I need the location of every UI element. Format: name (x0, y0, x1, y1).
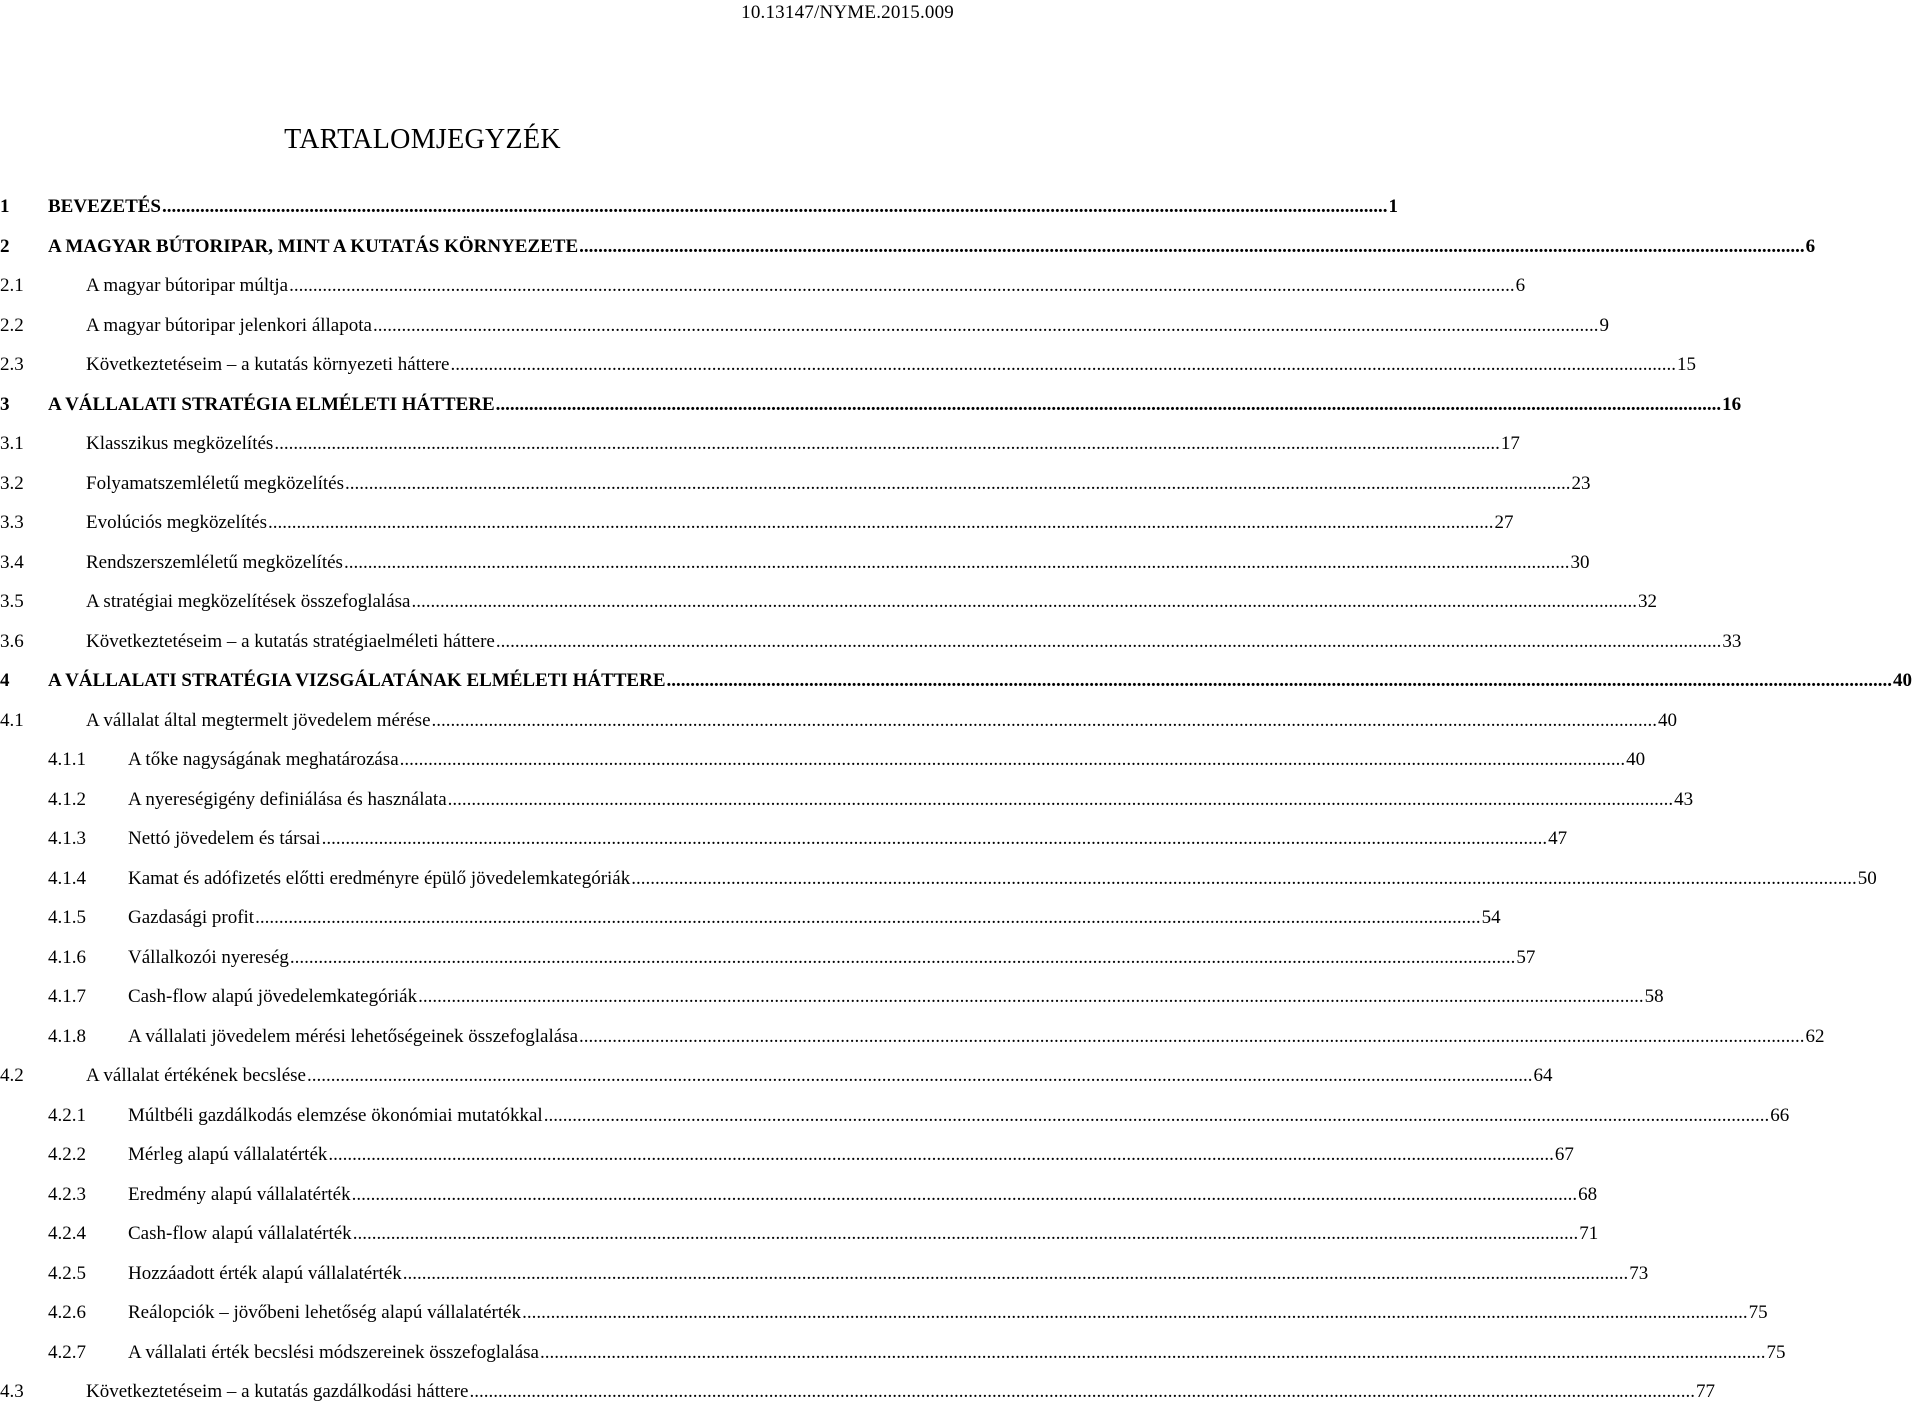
toc-entry-page: 33 (1722, 630, 1742, 652)
toc-entry-number: 4.1.2 (48, 788, 86, 810)
toc-entry-label: Mérleg alapú vállalatérték (128, 1144, 328, 1165)
toc-entry-number: 4.2.4 (48, 1223, 86, 1244)
toc-entry-label: Nettó jövedelem és társai (128, 828, 321, 849)
toc-entry-label: A magyar bútoripar jelenkori állapota (86, 314, 372, 336)
toc-entry-label: A vállalati jövedelem mérési lehetőségeinek összefoglalása (128, 1025, 579, 1047)
toc-entry-label: A magyar bútoripar múltja (86, 275, 289, 296)
toc-entry-page: 66 (1770, 1104, 1790, 1126)
toc-entry-number: 2.1 (0, 275, 24, 296)
toc-dot-leader (496, 631, 1722, 653)
toc-entry[interactable] (0, 512, 1514, 552)
toc-entry-page: 40 (1626, 749, 1646, 770)
toc-entry-number: 1 (0, 196, 10, 217)
toc-entry-label: A VÁLLALATI STRATÉGIA VIZSGÁLATÁNAK ELMÉLETI HÁTTERE (48, 670, 666, 691)
toc-entry-number: 4.1.1 (48, 749, 86, 770)
toc-entry-page: 67 (1554, 1144, 1574, 1165)
toc-entry[interactable] (0, 1302, 1768, 1342)
toc-entry[interactable] (0, 986, 1664, 1026)
toc-entry-number: 4.3 (0, 1381, 24, 1402)
toc-entry[interactable] (0, 946, 1536, 987)
toc-entry[interactable] (0, 630, 1742, 671)
toc-entry[interactable] (0, 907, 1501, 947)
toc-entry-label: Következtetéseim – a kutatás környezeti háttere (86, 354, 450, 375)
toc-entry[interactable] (0, 670, 1912, 710)
toc-entry-label: A vállalat értékének becslése (86, 1065, 306, 1086)
toc-entry-number: 4.1 (0, 709, 24, 731)
toc-entry-number: 3 (0, 393, 10, 415)
toc-entry-page: 6 (1805, 235, 1816, 257)
toc-entry-label: Múltbéli gazdálkodás elemzése ökonómiai mutatókkal (128, 1104, 543, 1126)
toc-entry-number: 3.5 (0, 591, 24, 612)
toc-entry-page: 1 (1388, 196, 1398, 217)
toc-dot-leader (544, 1105, 1770, 1127)
toc-entry-label: A VÁLLALATI STRATÉGIA ELMÉLETI HÁTTERE (48, 393, 495, 415)
toc-entry-number: 4.2.2 (48, 1144, 86, 1165)
toc-entry-page: 62 (1805, 1025, 1825, 1047)
toc-dot-leader (450, 354, 1676, 376)
toc-entry-label: A MAGYAR BÚTORIPAR, MINT A KUTATÁS KÖRNYEZETE (48, 235, 579, 257)
toc-entry[interactable] (0, 1381, 1715, 1421)
toc-entry[interactable] (0, 1262, 1649, 1303)
toc-dot-leader (328, 1144, 1554, 1166)
toc-entry-page: 30 (1570, 551, 1590, 573)
toc-entry-number: 4.1.7 (48, 986, 86, 1007)
toc-entry-page: 23 (1571, 472, 1591, 494)
toc-entry[interactable] (0, 709, 1677, 750)
toc-dot-leader (579, 1026, 1805, 1048)
toc-entry-page: 64 (1533, 1065, 1553, 1086)
toc-dot-leader (522, 1302, 1748, 1324)
toc-dot-leader (403, 1263, 1629, 1285)
toc-entry[interactable] (0, 788, 1694, 829)
toc-entry-number: 4 (0, 670, 10, 691)
toc-entry-number: 2.2 (0, 314, 24, 336)
toc-entry-label: Hozzáadott érték alapú vállalatérték (128, 1262, 402, 1284)
toc-entry-page: 57 (1516, 946, 1536, 968)
toc-entry-label: A vállalat által megtermelt jövedelem mérése (86, 709, 431, 731)
toc-entry-page: 32 (1637, 591, 1657, 612)
toc-entry-number: 3.4 (0, 551, 24, 573)
toc-entry[interactable] (0, 1144, 1574, 1184)
toc-entry-label: Cash-flow alapú vállalatérték (128, 1223, 352, 1244)
toc-entry[interactable] (0, 433, 1520, 473)
table-of-contents (0, 196, 1912, 1421)
toc-dot-leader (353, 1223, 1579, 1245)
toc-entry[interactable] (0, 1223, 1599, 1263)
toc-entry-label: Vállalkozói nyereség (128, 946, 289, 968)
toc-entry[interactable] (0, 196, 1398, 236)
toc-dot-leader (400, 749, 1626, 771)
toc-entry-label: A nyereségigény definiálása és használata (128, 788, 447, 810)
toc-entry-page: 6 (1515, 275, 1526, 296)
toc-entry-number: 4.2.5 (48, 1262, 86, 1284)
toc-entry-number: 2.3 (0, 354, 24, 375)
toc-dot-leader (322, 828, 1548, 850)
toc-entry[interactable] (0, 314, 1609, 355)
toc-entry-number: 4.2.3 (48, 1183, 86, 1205)
toc-entry[interactable] (0, 275, 1526, 315)
toc-entry-page: 75 (1748, 1302, 1768, 1323)
toc-dot-leader (667, 670, 1893, 692)
toc-entry-page: 27 (1494, 512, 1514, 533)
page-title: TARTALOMJEGYZÉK (284, 124, 561, 155)
toc-dot-leader (418, 986, 1644, 1008)
toc-entry-number: 2 (0, 235, 10, 257)
toc-entry-number: 4.2.1 (48, 1104, 86, 1126)
toc-dot-leader (290, 947, 1516, 969)
toc-dot-leader (162, 196, 1388, 218)
toc-dot-leader (289, 275, 1515, 297)
toc-entry-number: 4.1.3 (48, 828, 86, 849)
toc-entry-page: 68 (1578, 1183, 1598, 1205)
toc-entry-label: Reálopciók – jövőbeni lehetőség alapú vállalatérték (128, 1302, 522, 1323)
toc-entry-page: 73 (1629, 1262, 1649, 1284)
toc-entry-label: Eredmény alapú vállalatérték (128, 1183, 351, 1205)
toc-entry-label: Következtetéseim – a kutatás stratégiaelméleti háttere (86, 630, 495, 652)
toc-entry[interactable] (0, 1341, 1786, 1382)
toc-entry[interactable] (0, 1183, 1598, 1224)
toc-entry-label: Kamat és adófizetés előtti eredményre épülő jövedelemkategóriák (128, 867, 631, 889)
toc-entry[interactable] (0, 867, 1877, 908)
toc-entry-page: 17 (1500, 433, 1520, 454)
toc-entry[interactable] (0, 591, 1657, 631)
toc-entry-page: 75 (1766, 1341, 1786, 1363)
toc-entry[interactable] (0, 749, 1646, 789)
toc-entry-number: 3.1 (0, 433, 24, 454)
toc-entry-label: A stratégiai megközelítések összefoglalása (86, 591, 411, 612)
toc-entry-label: Következtetéseim – a kutatás gazdálkodási háttere (86, 1381, 469, 1402)
toc-dot-leader (344, 552, 1570, 574)
toc-entry-number: 3.3 (0, 512, 24, 533)
toc-entry-label: A vállalati érték becslési módszereinek összefoglalása (128, 1341, 539, 1363)
toc-entry-label: Folyamatszemléletű megközelítés (86, 472, 345, 494)
toc-dot-leader (307, 1065, 1533, 1087)
toc-entry-page: 43 (1674, 788, 1694, 810)
toc-entry-page: 40 (1893, 670, 1912, 691)
toc-dot-leader (496, 394, 1722, 416)
toc-dot-leader (411, 591, 1637, 613)
toc-entry-number: 4.1.4 (48, 867, 86, 889)
toc-entry-page: 71 (1579, 1223, 1599, 1244)
toc-dot-leader (448, 789, 1674, 811)
toc-entry-label: Evolúciós megközelítés (86, 512, 267, 533)
toc-entry-number: 4.2 (0, 1065, 24, 1086)
toc-entry[interactable] (0, 551, 1590, 592)
toc-entry-page: 15 (1676, 354, 1696, 375)
toc-dot-leader (631, 868, 1857, 890)
toc-dot-leader (540, 1342, 1766, 1364)
toc-entry[interactable] (0, 1065, 1553, 1105)
toc-entry[interactable] (0, 235, 1816, 276)
toc-entry-number: 4.1.6 (48, 946, 86, 968)
toc-entry-label: BEVEZETÉS (48, 196, 161, 217)
toc-entry-page: 58 (1644, 986, 1664, 1007)
toc-entry[interactable] (0, 393, 1742, 434)
toc-entry[interactable] (0, 354, 1696, 394)
toc-entry-label: Gazdasági profit (128, 907, 255, 928)
toc-entry[interactable] (0, 1104, 1790, 1145)
toc-dot-leader (373, 315, 1599, 337)
toc-entry-page: 47 (1548, 828, 1568, 849)
toc-entry-page: 40 (1658, 709, 1677, 731)
toc-entry-number: 4.1.5 (48, 907, 86, 928)
toc-entry-page: 54 (1481, 907, 1501, 928)
toc-entry-label: Rendszerszemléletű megközelítés (86, 551, 343, 573)
toc-entry-number: 4.1.8 (48, 1025, 86, 1047)
toc-entry-label: Klasszikus megközelítés (86, 433, 274, 454)
toc-dot-leader (432, 710, 1658, 732)
toc-entry[interactable] (0, 828, 1568, 868)
toc-entry-page: 77 (1695, 1381, 1715, 1402)
toc-dot-leader (268, 512, 1494, 534)
toc-entry-number: 3.2 (0, 472, 24, 494)
toc-entry-number: 3.6 (0, 630, 24, 652)
toc-entry[interactable] (0, 472, 1591, 513)
toc-dot-leader (352, 1184, 1578, 1206)
toc-entry-label: Cash-flow alapú jövedelemkategóriák (128, 986, 418, 1007)
toc-entry-number: 4.2.7 (48, 1341, 86, 1363)
toc-entry-page: 16 (1722, 393, 1742, 415)
toc-dot-leader (274, 433, 1500, 455)
toc-entry-number: 4.2.6 (48, 1302, 86, 1323)
toc-entry[interactable] (0, 1025, 1825, 1066)
toc-dot-leader (255, 907, 1481, 929)
toc-entry-page: 9 (1599, 314, 1609, 336)
toc-entry-page: 50 (1857, 867, 1877, 889)
toc-dot-leader (579, 236, 1805, 258)
toc-dot-leader (345, 473, 1571, 495)
doi-header: 10.13147/NYME.2015.009 (741, 2, 954, 23)
toc-entry-label: A tőke nagyságának meghatározása (128, 749, 399, 770)
toc-dot-leader (469, 1381, 1695, 1403)
